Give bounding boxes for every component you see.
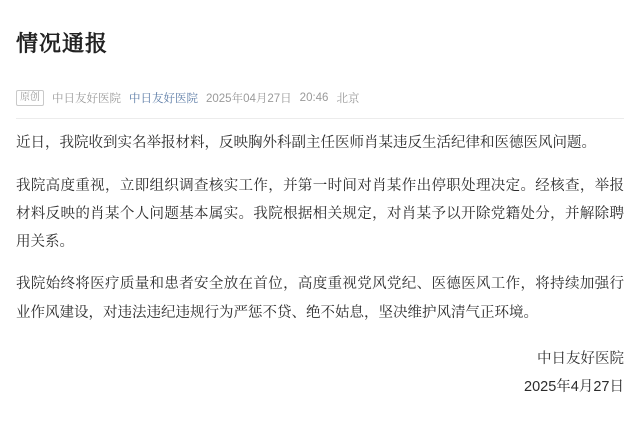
signature-org: 中日友好医院 xyxy=(537,350,624,367)
signature-date: 2025年4月27日 xyxy=(524,379,624,396)
article-paragraph: 我院高度重视，立即组织调查核实工作，并第一时间对肖某作出停职处理决定。经核查，举报材料反映的肖某个人问题基本属实。我院根据相关规定，对肖某予以开除党籍处分，并解除聘用关系。 xyxy=(16,177,624,251)
meta-location: 北京 xyxy=(336,93,360,106)
article-signature xyxy=(16,345,624,402)
article-paragraph: 近日，我院收到实名举报材料，反映胸外科副主任医师肖某违反生活纪律和医德医风问题。 xyxy=(16,135,596,152)
article-paragraph: 我院始终将医疗质量和患者安全放在首位，高度重视党风党纪、医德医风工作，将持续加强行业作风建设，对违法违纪违规行为严惩不贷、绝不姑息，坚决维护风清气正环境。 xyxy=(16,276,624,321)
meta-source: 中日友好医院 xyxy=(52,93,121,106)
meta-time: 20:46 xyxy=(299,92,329,105)
original-badge: 原创 xyxy=(16,90,44,106)
header-divider xyxy=(16,118,624,119)
article-body xyxy=(16,129,624,327)
page-title: 情况通报 xyxy=(16,30,109,56)
meta-account-link[interactable]: 中日友好医院 xyxy=(129,93,198,106)
article-meta xyxy=(16,78,624,112)
article-page xyxy=(0,15,640,438)
meta-date: 2025年04月27日 xyxy=(206,93,292,106)
